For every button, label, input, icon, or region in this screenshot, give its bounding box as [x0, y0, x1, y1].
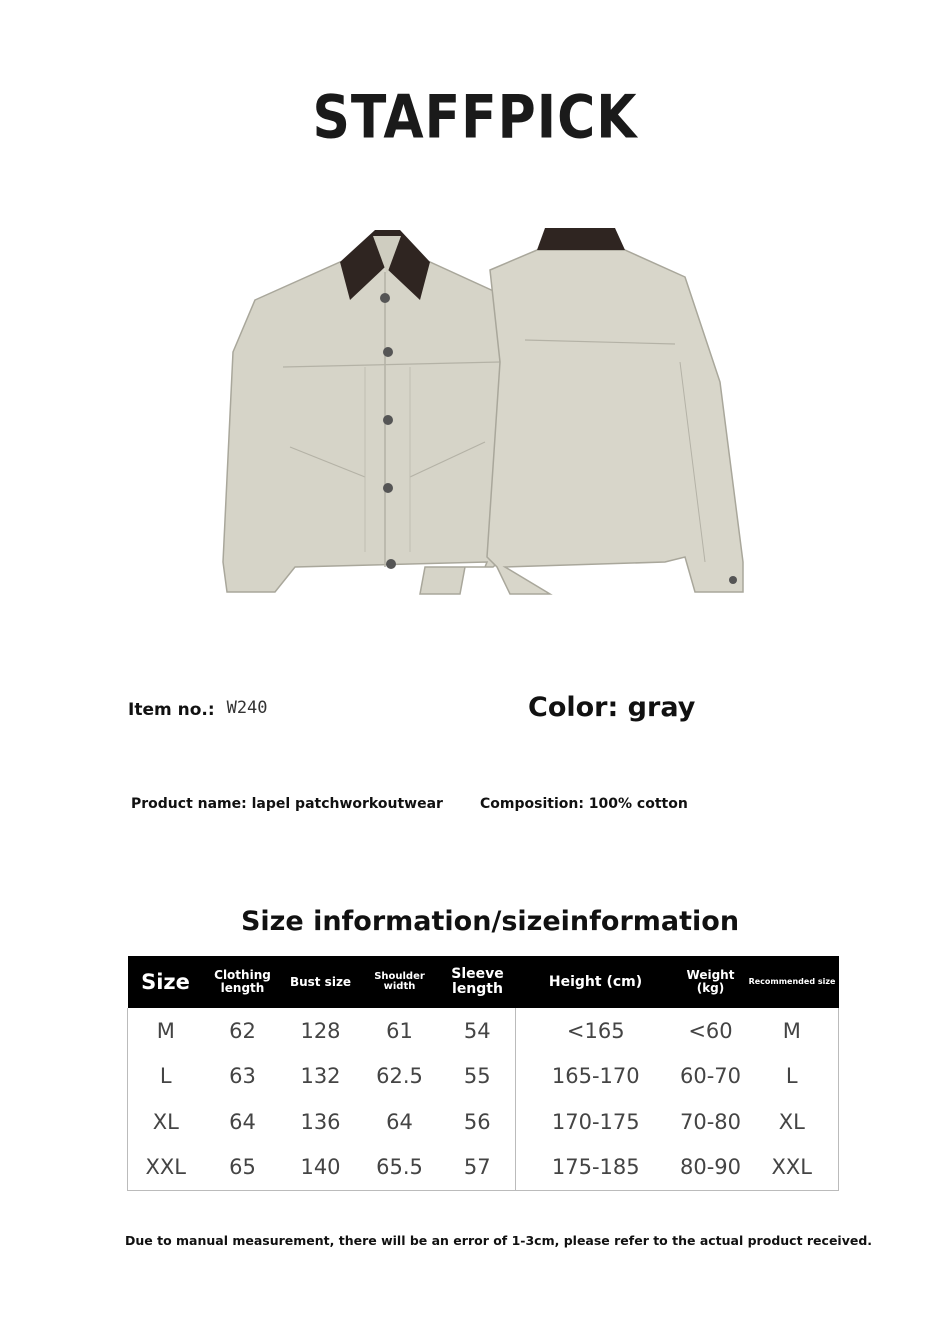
cell-size: XXL: [145, 1155, 186, 1180]
item-number-label: Item no.:: [128, 700, 215, 720]
cell-recommended-size: L: [785, 1064, 798, 1089]
size-table-title: Size information/sizeinformation: [240, 906, 740, 937]
measurement-note: Due to manual measurement, there will be an error of 1-3cm, please refer to the actual product received.: [125, 1233, 873, 1248]
header-recommended-size: Recommended size: [746, 956, 839, 1008]
cell-shoulder-width: 64: [386, 1109, 413, 1134]
cell-recommended-size: XL: [778, 1109, 805, 1134]
header-height: Height (cm): [516, 956, 676, 1008]
cell-clothing-length: 65: [229, 1155, 256, 1180]
color-label: Color: gray: [528, 692, 696, 723]
header-size: Size: [128, 956, 204, 1008]
cell-sleeve-length: 56: [440, 1099, 516, 1145]
cell-weight: 80-90: [679, 1155, 742, 1180]
brand-logo: STAFFPICK: [312, 83, 638, 153]
cell-clothing-length: 63: [229, 1064, 256, 1089]
table-row: [128, 1008, 839, 1054]
product-name: Product name: lapel patchworkoutwear: [131, 796, 443, 812]
cell-size: XL: [152, 1109, 179, 1134]
cell-size: M: [156, 1018, 175, 1043]
cell-bust-size: 140: [300, 1155, 341, 1180]
cell-size: L: [159, 1064, 172, 1089]
table-row: [128, 1054, 839, 1100]
cell-height: 165-170: [551, 1064, 640, 1089]
composition: Composition: 100% cotton: [480, 796, 688, 812]
header-weight: Weight (kg): [676, 956, 746, 1008]
jacket-front: [223, 230, 510, 594]
header-clothing-length: Clothing length: [204, 956, 282, 1008]
cell-height: 170-175: [551, 1109, 640, 1134]
cell-weight: 60-70: [679, 1064, 742, 1089]
cell-height: <165: [566, 1018, 625, 1043]
header-sleeve-length: Sleeve length: [440, 956, 516, 1008]
header-shoulder-width: Shoulder width: [360, 956, 440, 1008]
item-number-value: W240: [226, 698, 268, 718]
cell-sleeve-length: 55: [440, 1054, 516, 1100]
size-table-header: [128, 956, 839, 1008]
cell-recommended-size: M: [782, 1018, 801, 1043]
header-bust-size: Bust size: [282, 956, 360, 1008]
cell-sleeve-length: 54: [440, 1008, 516, 1054]
cell-clothing-length: 64: [229, 1109, 256, 1134]
cell-weight: 70-80: [679, 1109, 742, 1134]
cell-shoulder-width: 65.5: [376, 1155, 423, 1180]
cell-bust-size: 132: [300, 1064, 341, 1089]
size-table: [127, 956, 839, 1191]
table-row: [128, 1099, 839, 1145]
cell-bust-size: 128: [300, 1018, 341, 1043]
item-number: [128, 700, 268, 720]
table-row: [128, 1145, 839, 1191]
cell-recommended-size: XXL: [771, 1155, 812, 1180]
cell-weight: <60: [688, 1018, 733, 1043]
product-image-jackets: [215, 222, 755, 602]
cell-shoulder-width: 62.5: [376, 1064, 423, 1089]
cell-bust-size: 136: [300, 1109, 341, 1134]
cell-height: 175-185: [551, 1155, 640, 1180]
cell-sleeve-length: 57: [440, 1145, 516, 1191]
cell-shoulder-width: 61: [386, 1018, 413, 1043]
jacket-back: [487, 228, 743, 594]
cell-clothing-length: 62: [229, 1018, 256, 1043]
